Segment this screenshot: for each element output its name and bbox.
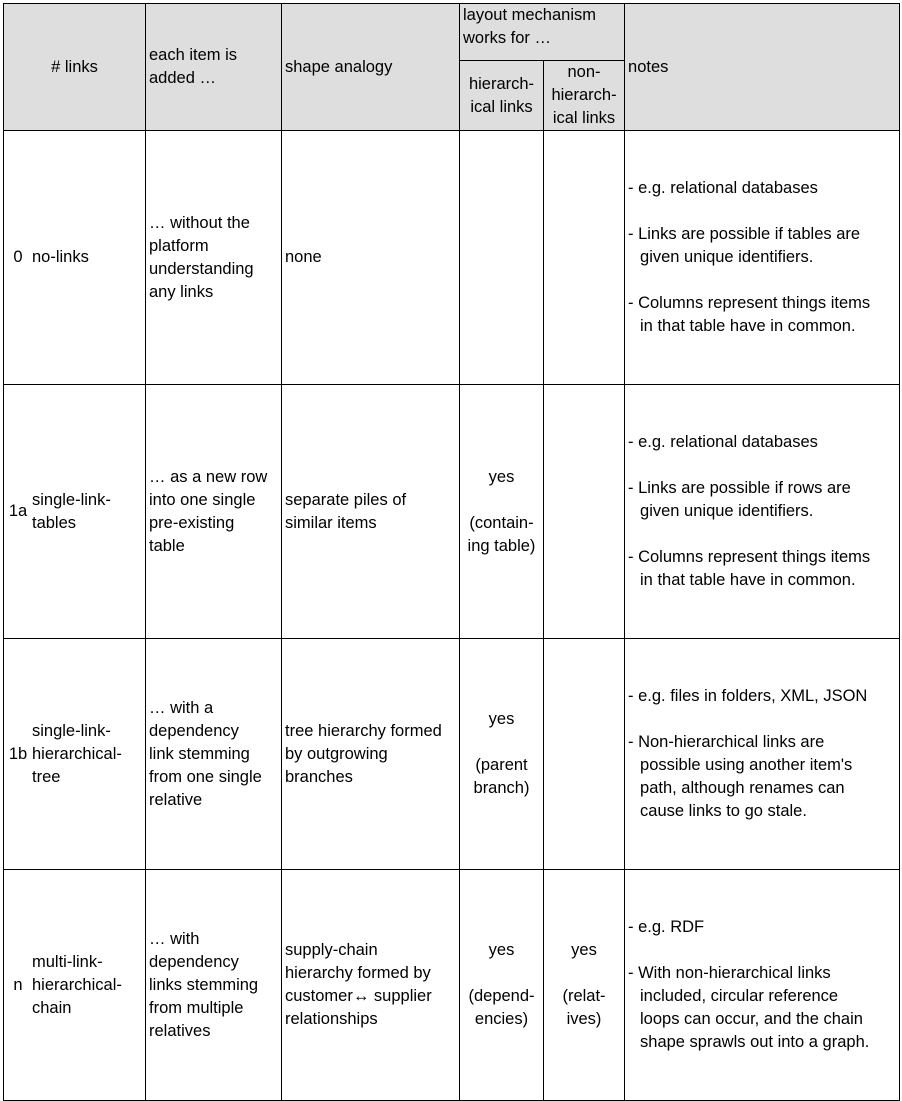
row-number: 1b — [8, 744, 28, 763]
table-row — [4, 385, 900, 639]
table-row — [4, 870, 900, 1101]
row-name: no-links — [32, 248, 89, 266]
row-number: 0 — [13, 248, 23, 266]
row-notes — [625, 870, 900, 1101]
row-hierarchical: yes (depend- encies) — [460, 870, 544, 1101]
row-shape: separate piles of similar items — [282, 385, 460, 639]
row-non-hierarchical — [544, 385, 625, 639]
row-id-cell — [4, 639, 146, 870]
note-item: - Links are possible if tables are given unique identifiers. — [628, 225, 861, 266]
row-added: … without the platform understanding any links — [146, 131, 282, 385]
header-hierarchical: hierarch- ical links — [460, 61, 544, 131]
row-shape: none — [282, 131, 460, 385]
note-item: - e.g. relational databases — [628, 433, 818, 451]
header-links: # links — [4, 4, 146, 131]
row-name: single-link- tables — [32, 490, 111, 532]
row-notes — [625, 385, 900, 639]
row-added: … with a dependency link stemming from one single relative — [146, 639, 282, 870]
row-added: … with dependency links stemming from multiple relatives — [146, 870, 282, 1101]
row-id-cell — [4, 131, 146, 385]
row-hierarchical — [460, 131, 544, 385]
note-item: - With non-hierarchical links included, circular reference loops can occur, and the chain shape sprawls out into a graph. — [628, 964, 870, 1051]
row-notes — [625, 639, 900, 870]
note-item: - Links are possible if rows are given unique identifiers. — [628, 479, 851, 520]
row-id-cell — [4, 870, 146, 1101]
note-item: - e.g. RDF — [628, 918, 705, 936]
note-item: - e.g. relational databases — [628, 179, 818, 197]
table-row — [4, 639, 900, 870]
row-non-hierarchical: yes (relat- ives) — [544, 870, 625, 1101]
header-each-item: each item is added … — [146, 4, 282, 131]
row-number: n — [13, 975, 23, 994]
note-item: - Columns represent things items in that table have in common. — [628, 294, 871, 335]
row-hierarchical: yes (parent branch) — [460, 639, 544, 870]
note-item: - Non-hierarchical links are possible using another item's path, although renames can cause links to go stale. — [628, 733, 853, 820]
row-id-cell — [4, 385, 146, 639]
header-shape: shape analogy — [282, 4, 460, 131]
header-row-1 — [4, 4, 900, 61]
row-hierarchical: yes (contain- ing table) — [460, 385, 544, 639]
note-item: - Columns represent things items in that table have in common. — [628, 548, 871, 589]
header-layout: layout mechanism works for … — [460, 4, 625, 61]
row-notes — [625, 131, 900, 385]
row-shape: supply-chain hierarchy formed by customer↔ supplier relationships — [282, 870, 460, 1101]
row-name: single-link- hierarchical- tree — [32, 721, 122, 786]
row-shape: tree hierarchy formed by outgrowing branches — [282, 639, 460, 870]
row-number: 1a — [8, 502, 28, 520]
note-item: - e.g. files in folders, XML, JSON — [628, 687, 868, 705]
row-non-hierarchical — [544, 639, 625, 870]
row-name: multi-link- hierarchical- chain — [32, 952, 122, 1017]
table-row — [4, 131, 900, 385]
header-notes: notes — [625, 4, 900, 131]
row-non-hierarchical — [544, 131, 625, 385]
comparison-table — [3, 3, 900, 1101]
header-non-hierarchical: non- hierarch- ical links — [544, 61, 625, 131]
row-added: … as a new row into one single pre-existing table — [146, 385, 282, 639]
